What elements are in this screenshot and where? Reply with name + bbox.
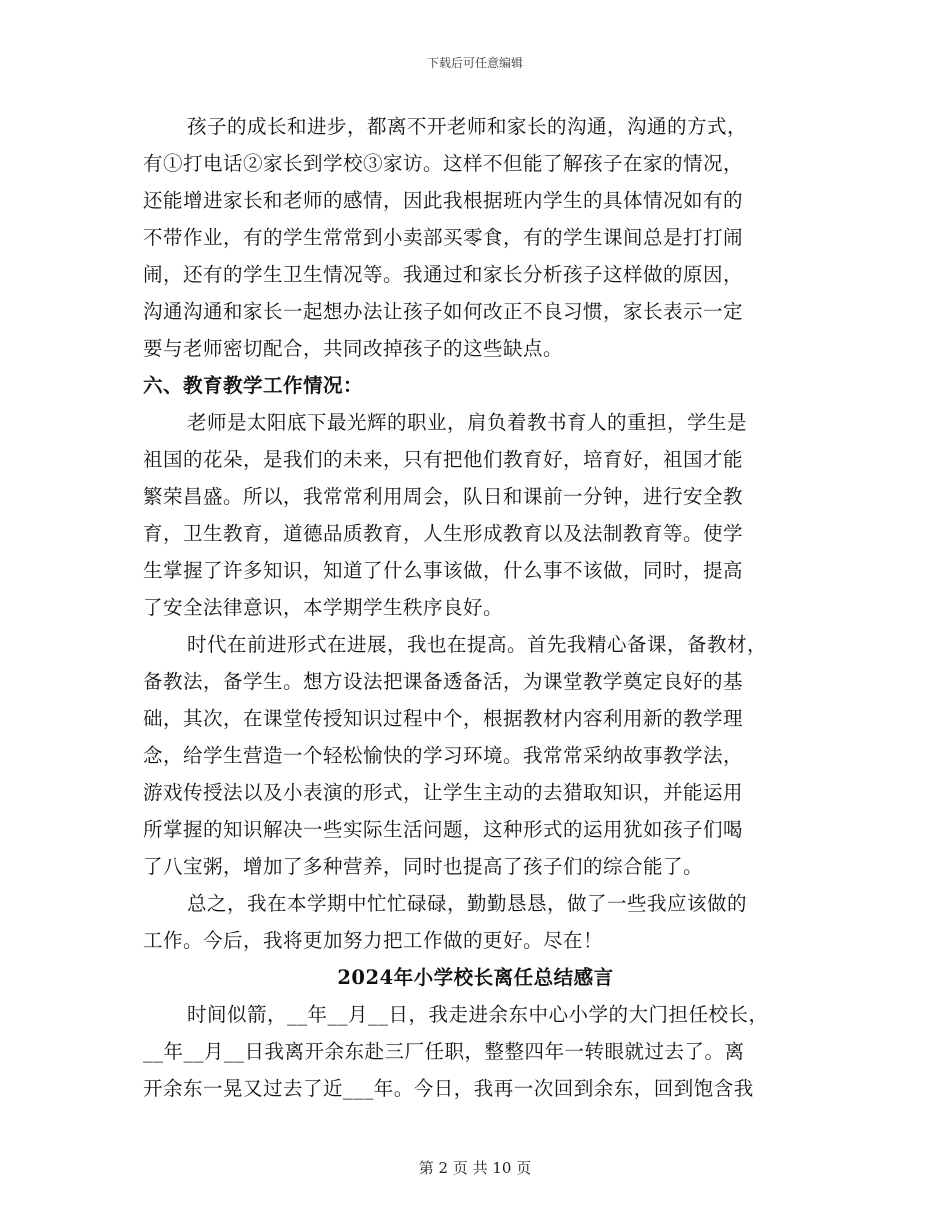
text-line: 祖国的花朵，是我们的未来，只有把他们教育好，培育好，祖国才能 [143,448,744,471]
text-line: 闹，还有的学生卫生情况等。我通过和家长分析孩子这样做的原因， [143,263,744,286]
text-line: 还能增进家长和老师的感情，因此我根据班内学生的具体情况如有的 [143,189,744,212]
text-line: __年__月__日我离开余东赴三厂任职，整整四年一转眼就过去了。离 [143,1040,745,1063]
text-line: 工作。今后，我将更加努力把工作做的更好。尽在！ [143,929,604,952]
text-line: 育，卫生教育，道德品质教育，人生形成教育以及法制教育等。使学 [143,522,744,545]
text-line: 了八宝粥，增加了多种营养，同时也提高了孩子们的综合能了。 [143,855,704,878]
section-heading: 六、教育教学工作情况： [143,374,364,397]
text-line: 总之，我在本学期中忙忙碌碌，勤勤恳恳，做了一些我应该做的 [187,892,748,915]
text-line: 要与老师密切配合，共同改掉孩子的这些缺点。 [143,337,564,360]
text-line: 老师是太阳底下最光辉的职业，肩负着教书育人的重担，学生是 [187,411,748,434]
text-line: 有①打电话②家长到学校③家访。这样不但能了解孩子在家的情况， [143,152,744,175]
text-line: 孩子的成长和进步，都离不开老师和家长的沟通，沟通的方式， [187,115,748,138]
article-title: 2024年小学校长离任总结感言 [337,966,614,989]
text-line: 沟通沟通和家长一起想办法让孩子如何改正不良习惯，家长表示一定 [143,300,744,323]
text-line: 时代在前进形式在进展，我也在提高。首先我精心备课，备教材， [187,633,768,656]
text-line: 繁荣昌盛。所以，我常常利用周会，队日和课前一分钟，进行安全教 [143,485,744,508]
text-line: 游戏传授法以及小表演的形式，让学生主动的去猎取知识，并能运用 [143,781,744,804]
text-line: 不带作业，有的学生常常到小卖部买零食，有的学生课间总是打打闹 [143,226,744,249]
text-line: 时间似箭，__年__月__日，我走进余东中心小学的大门担任校长， [187,1003,769,1026]
page-footer: 第 2 页 共 10 页 [418,1159,532,1177]
text-line: 础，其次，在课堂传授知识过程中个，根据教材内容利用新的教学理 [143,707,744,730]
text-line: 开余东一晃又过去了近___年。今日，我再一次回到余东，回到饱含我 [143,1077,754,1100]
text-line: 备教法，备学生。想方设法把课备透备活，为课堂教学奠定良好的基 [143,670,744,693]
text-line: 所掌握的知识解决一些实际生活问题，这种形式的运用犹如孩子们喝 [143,818,744,841]
text-line: 念，给学生营造一个轻松愉快的学习环境。我常常采纳故事教学法， [143,744,744,767]
text-line: 了安全法律意识，本学期学生秩序良好。 [143,596,504,619]
document-body [143,108,808,1107]
page-header: 下载后可任意编辑 [426,56,523,70]
text-line: 生掌握了许多知识，知道了什么事该做，什么事不该做，同时，提高 [143,559,744,582]
